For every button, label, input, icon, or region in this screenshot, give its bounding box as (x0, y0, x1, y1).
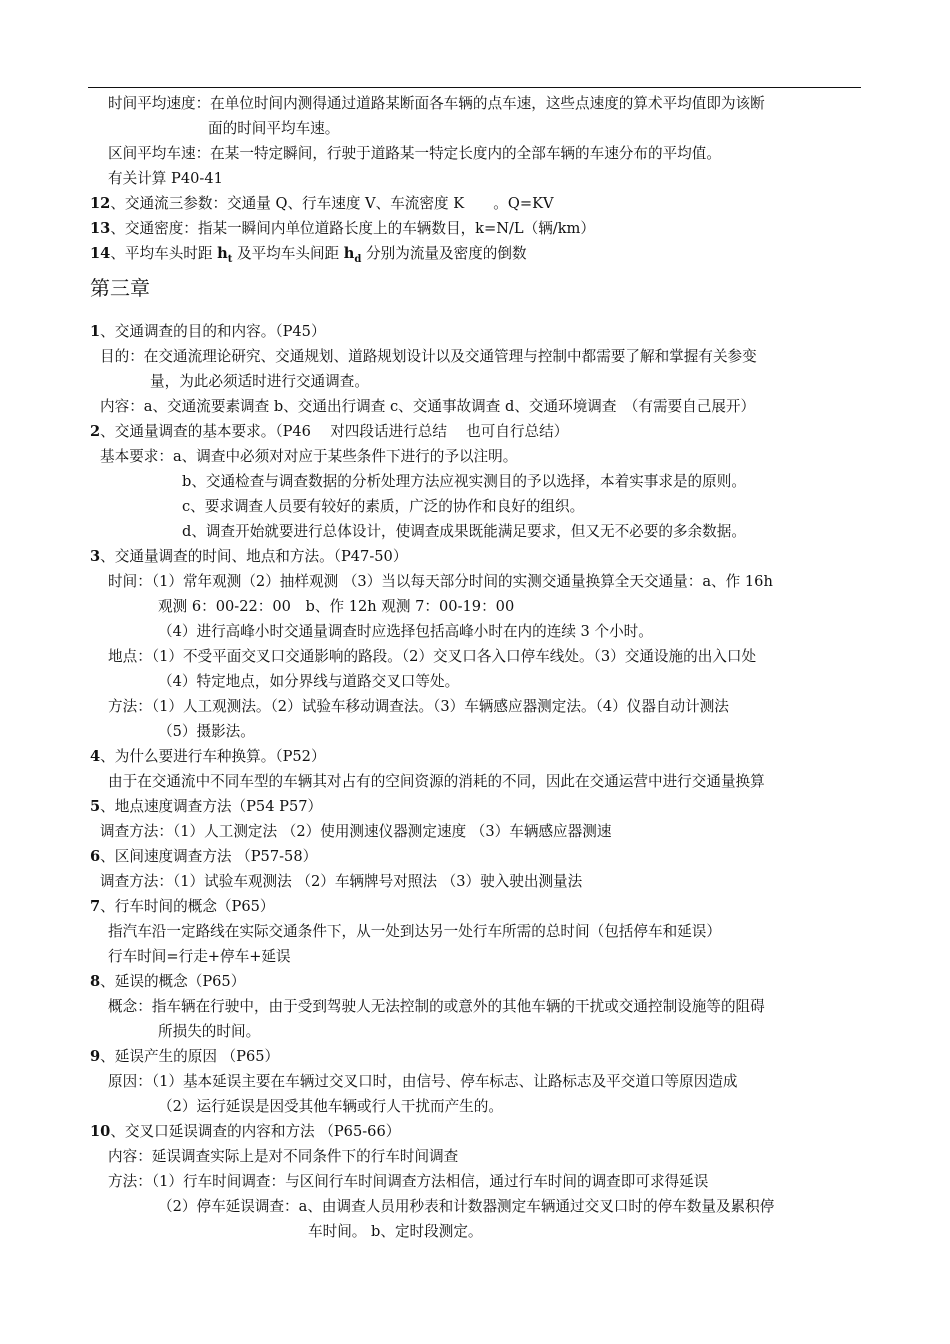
q9-title: 、延误产生的原因 （P65） (100, 1048, 280, 1065)
q5-number: 5 (90, 798, 101, 815)
q7-number: 7 (90, 898, 101, 915)
q4-title: 、为什么要进行车种换算。（P52） (100, 748, 326, 765)
headway-subscript: t (227, 254, 233, 265)
header-rule (88, 87, 861, 88)
item-14-part1: 、平均车头时距 (110, 245, 218, 262)
item-13-number: 13 (90, 220, 111, 237)
q9-answer-line1: 原因：（1）基本延误主要在车辆过交叉口时，由信号、停车标志、让路标志及平交道口等原因造成 (108, 1073, 738, 1090)
q4-number: 4 (90, 748, 101, 765)
q2-number: 2 (90, 423, 101, 440)
calc-note: 有关计算 P40-41 (108, 170, 223, 187)
spacing-symbol: h (343, 245, 355, 262)
q3-title: 、交通量调查的时间、地点和方法。（P47-50） (100, 548, 408, 565)
q3-number: 3 (90, 548, 101, 565)
spacing-subscript: d (354, 254, 362, 265)
q10-method-line1: 方法：（1）行车时间调查：与区间行车时间调查方法相信，通过行车时间的调查即可求得延误 (108, 1173, 709, 1190)
q6-answer: 调查方法：（1）试验车观测法 （2）车辆牌号对照法 （3）驶入驶出测量法 (100, 873, 583, 890)
q1-heading (90, 323, 326, 341)
q2-req-d: d、调查开始就要进行总体设计，使调查成果既能满足要求，但又无不必要的多余数据。 (182, 523, 746, 540)
q5-answer: 调查方法：（1）人工测定法 （2）使用测速仪器测定速度 （3）车辆感应器测速 (100, 823, 612, 840)
item-14-number: 14 (90, 245, 111, 262)
q3-heading (90, 548, 407, 566)
q7-title: 、行车时间的概念（P65） (100, 898, 275, 915)
q3-place-line2: （4）特定地点，如分界线与道路交叉口等处。 (158, 673, 460, 690)
q10-method-line3: 车时间。 b、定时段测定。 (308, 1223, 483, 1240)
space-mean-speed: 区间平均车速：在某一特定瞬间，行驶于道路某一特定长度内的全部车辆的车速分布的平均值。 (108, 145, 721, 162)
q7-answer-line2: 行车时间=行走+停车+延误 (108, 948, 291, 965)
q3-time-line2: 观测 6：00-22：00 b、作 12h 观测 7：00-19：00 (158, 598, 515, 615)
q8-number: 8 (90, 973, 101, 990)
q5-heading (90, 798, 322, 816)
q2-req-b: b、交通检查与调查数据的分析处理方法应视实测目的予以选择，本着实事求是的原则。 (182, 473, 746, 490)
item-12-text: 、交通流三参数：交通量 Q、行车速度 V、车流密度 K 。Q=KV (110, 195, 554, 212)
q10-method-line2: （2）停车延误调查：a、由调查人员用秒表和计数器测定车辆通过交叉口时的停车数量及累积停 (158, 1198, 775, 1215)
chapter-title: 第三章 (90, 276, 150, 300)
q3-place-line1: 地点：（1）不受平面交叉口交通影响的路段。（2）交叉口各入口停车线处。（3）交通设施的出入口处 (108, 648, 757, 665)
q3-time-line1: 时间：（1）常年观测（2）抽样观测 （3）当以每天部分时间的实测交通量换算全天交通量：a、作 16h (108, 573, 773, 590)
time-mean-speed-line2: 面的时间平均车速。 (208, 120, 340, 137)
q1-purpose-line1: 目的：在交通流理论研究、交通规划、道路规划设计以及交通管理与控制中都需要了解和掌握有关参变 (100, 348, 757, 365)
q6-title: 、区间速度调查方法 （P57-58） (100, 848, 318, 865)
item-14-part2: 及平均车头间距 (232, 245, 344, 262)
q1-number: 1 (90, 323, 101, 340)
item-12-number: 12 (90, 195, 111, 212)
item-13-text: 、交通密度：指某一瞬间内单位道路长度上的车辆数目，k=N/L（辆/km） (110, 220, 595, 237)
q1-title: 、交通调查的目的和内容。（P45） (100, 323, 326, 340)
q3-method-line1: 方法：（1）人工观测法。（2）试验车移动调查法。（3）车辆感应器测定法。（4）仪器自动计测法 (108, 698, 729, 715)
q3-time-line3: （4）进行高峰小时交通量调查时应选择包括高峰小时在内的连续 3 个小时。 (158, 623, 653, 640)
item-14-part3: 分别为流量及密度的倒数 (361, 245, 527, 262)
item-13 (90, 220, 595, 238)
q9-heading (90, 1048, 279, 1066)
q9-number: 9 (90, 1048, 101, 1065)
time-mean-speed-line1: 时间平均速度：在单位时间内测得通过道路某断面各车辆的点车速，这些点速度的算术平均值即为该断 (108, 95, 765, 112)
q3-method-line2: （5）摄影法。 (158, 723, 255, 740)
item-14 (90, 245, 527, 269)
q8-answer-line2: 所损失的时间。 (158, 1023, 261, 1040)
q7-heading (90, 898, 274, 916)
q5-title: 、地点速度调查方法（P54 P57） (100, 798, 323, 815)
q10-title: 、交叉口延误调查的内容和方法 （P65-66） (110, 1123, 401, 1140)
headway-symbol: h (217, 245, 228, 262)
q7-answer-line1: 指汽车沿一定路线在实际交通条件下，从一处到达另一处行车所需的总时间（包括停车和延误） (108, 923, 721, 940)
item-12 (90, 195, 554, 213)
q6-heading (90, 848, 317, 866)
q8-heading (90, 973, 245, 991)
q4-heading (90, 748, 326, 766)
q10-number: 10 (90, 1123, 111, 1140)
q8-answer-line1: 概念：指车辆在行驶中，由于受到驾驶人无法控制的或意外的其他车辆的干扰或交通控制设施等的阻碍 (108, 998, 765, 1015)
q8-title: 、延误的概念（P65） (100, 973, 246, 990)
q1-content: 内容：a、交通流要素调查 b、交通出行调查 c、交通事故调查 d、交通环境调查 （有需要自己展开） (100, 398, 756, 415)
q2-req-c: c、要求调查人员要有较好的素质，广泛的协作和良好的组织。 (182, 498, 585, 515)
q4-answer: 由于在交通流中不同车型的车辆其对占有的空间资源的消耗的不同，因此在交通运营中进行交通量换算 (108, 773, 765, 790)
q2-title: 、交通量调查的基本要求。（P46 对四段话进行总结 也可自行总结） (100, 423, 569, 440)
q6-number: 6 (90, 848, 101, 865)
q10-heading (90, 1123, 400, 1141)
q10-content: 内容：延误调查实际上是对不同条件下的行车时间调查 (108, 1148, 459, 1165)
q2-req-a: 基本要求：a、调查中必须对对应于某些条件下进行的予以注明。 (100, 448, 518, 465)
q9-answer-line2: （2）运行延误是因受其他车辆或行人干扰而产生的。 (158, 1098, 503, 1115)
q2-heading (90, 423, 568, 441)
q1-purpose-line2: 量，为此必须适时进行交通调查。 (150, 373, 369, 390)
